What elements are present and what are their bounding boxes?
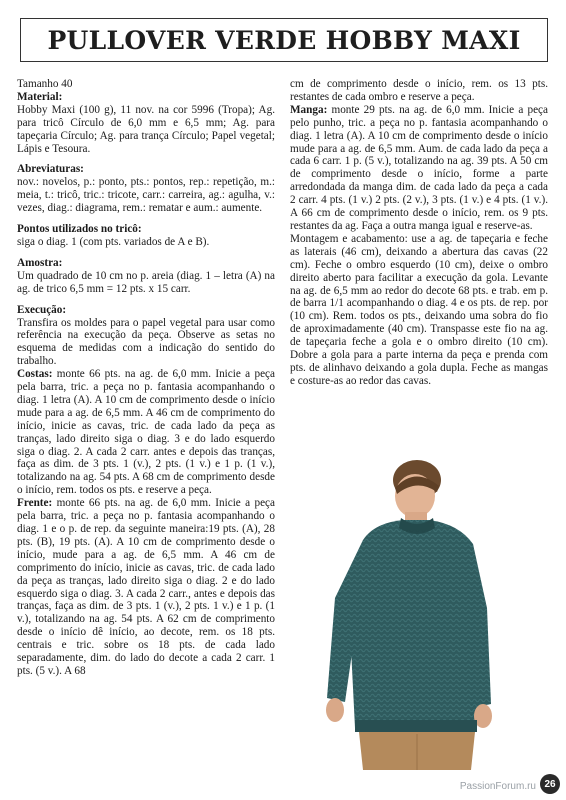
execution-intro: Transfira os moldes para o papel vegetal para usar como referência na execução da peça. Observe as setas no esquema de medidas com a indicação do sentido do trabalho.	[17, 316, 275, 368]
title-box	[20, 18, 548, 62]
sleeve-label: Manga:	[290, 103, 328, 116]
stitches-heading: Pontos utilizados no tricô:	[17, 223, 142, 236]
stitches-text: siga o diag. 1 (com pts. variados de A e B).	[17, 235, 210, 248]
model-illustration	[305, 458, 495, 770]
front-text: monte 66 pts. na ag. de 6,0 mm. Inicie a peça pela barra, tric. a peça no p. fantasia acompanhando o diag. 1 e o p. de rep. da seguinte maneira:19 pts. (A), 28 pts. (B), 19 pts. (A). A 10 cm de comprimento desde o início, mude para a ag. de 6,5 mm. A 46 cm de comprimento do início, inicie as cavas, tric. de cada lado da peça as tranças, lado direito siga o diag. 2 e do lado esquerdo siga o diag. 3. A cada 2 carr., antes e depois das tranças, faça as dim. de 3 pts. 1 (v.), 2 pts. 1 v.) e 1 p. (1 v.), totalizando na ag. 54 pts. A 62 cm de comprimento desde o início dê início, ao decote, rem. os 18 pts. centrais e tric. sobre os 18 pts. de cada lado separadamente, dim. do lado do decote a cada 2 carr. 1 pts. (5 v.). A 68	[17, 497, 275, 677]
back-paragraph	[17, 368, 275, 497]
model-photo	[305, 458, 495, 770]
right-sleeve	[469, 544, 491, 708]
material-text: Hobby Maxi (100 g), 11 nov. na cor 5996 (Tropa); Ag. para tricô Círculo de 6,0 mm e 6,5 mm; Ag. para tapeçaria Círculo; Ag. para trança Círculo; Papel vegetal; Lápis e Tesoura.	[17, 103, 275, 155]
front-continuation: cm de comprimento desde o início, rem. os 13 pts. restantes de cada ombro e reserve a peça.	[290, 78, 548, 103]
page-number: 26	[540, 774, 560, 794]
back-text: monte 66 pts. na ag. de 6,0 mm. Inicie a peça pela barra, tric. a peça no p. fantasia acompanhando o diag. 1 letra (A). A 10 cm de comprimento desde o início mude para a ag. de 6,5 mm. A 46 cm de comprimento do início, inicie as cavas, tric. de cada lado da peça as tranças, lado direito siga o diag. 3 e do lado esquerdo siga o diag. 2. A cada 2 carr. antes e depois das tranças, faça as dim. de 3 pts. 1 (v.), 2 pts. (1 v.) e 1 p. (1 v.), totalizando na ag. 54 pts. A 68 cm de comprimento desde o início, rem. todos os pts. e reserve a peça.	[17, 368, 275, 497]
execution-heading: Execução:	[17, 303, 67, 316]
right-column	[290, 78, 548, 388]
sweater-body	[349, 520, 481, 728]
sleeve-text: monte 29 pts. na ag. de 6,0 mm. Inicie a peça pelo punho, tric. a peça no p. fantasia acompanhando o diag. 1 letra (A). A 10 cm de comprimento desde o início mude para a ag. de 6,5 mm. Aum. de cada lado da peça a cada 6 carr. 1 p. (5 v.), totalizando na ag. 39 pts. A 50 cm de comprimento desde o início, forme a parte arredondada da manga dim. de cada lado da peça a cada 2 carr. 4 pts. (1 v.) 2 pts. (2 v.), 3 pts. (1 v.) e 4 pts. (1 v.). A 66 cm de comprimento desde o início, rem. os 9 pts. restantes da ag. Faça a outra manga igual e reserve-as.	[290, 103, 548, 232]
size-text: Tamanho 40	[17, 78, 73, 90]
sample-text: Um quadrado de 10 cm no p. areia (diag. 1 – letra (A) na ag. de trico 6,5 mm = 12 pts. x 15 carr.	[17, 269, 275, 295]
sample-heading: Amostra:	[17, 256, 63, 269]
left-hand	[326, 698, 344, 722]
assembly-text: Montagem e acabamento: use a ag. de tapeçaria e feche as laterais (46 cm), deixando a abertura das cavas (22 cm). Feche o ombro esquerdo (10 cm), deixe o ombro direito aberto para facilitar a execução da gola. Levante na ag. de 6,5 mm ao redor do decote 68 pts. e trab. em p. de barra 1/1 acompanhando o diag. 4 e os pts. de rep. por (10 cm). Rem. todos os pts., deixando uma sobra do fio de aproximadamente (40 cm). Transpasse este fio na ag. de tapeçaria feche a gola e o ombro direito (10 cm). Dobre a gola para a parte interna da peça e prenda com pts. de alinhavo deixando a gola dupla. Feche as mangas e costure-as ao redor das cavas.	[290, 232, 548, 387]
back-label: Costas:	[17, 368, 53, 381]
page-title: PULLOVER VERDE HOBBY MAXI	[47, 25, 521, 55]
material-heading: Material:	[17, 90, 63, 103]
front-paragraph	[17, 497, 275, 678]
front-label: Frente:	[17, 497, 53, 510]
left-column	[17, 78, 275, 678]
sleeve-paragraph	[290, 104, 548, 233]
abbreviations-text: nov.: novelos, p.: ponto, pts.: pontos, rep.: repetição, m.: meia, t.: tricô, tric.: tricote, carr.: carreira, ag.: agulha, v.: vezes, diag.: diagrama, rem.: rematar e aum.: aumente.	[17, 176, 275, 215]
abbreviations-heading: Abreviaturas:	[17, 163, 84, 176]
watermark: PassionForum.ru	[459, 781, 536, 792]
